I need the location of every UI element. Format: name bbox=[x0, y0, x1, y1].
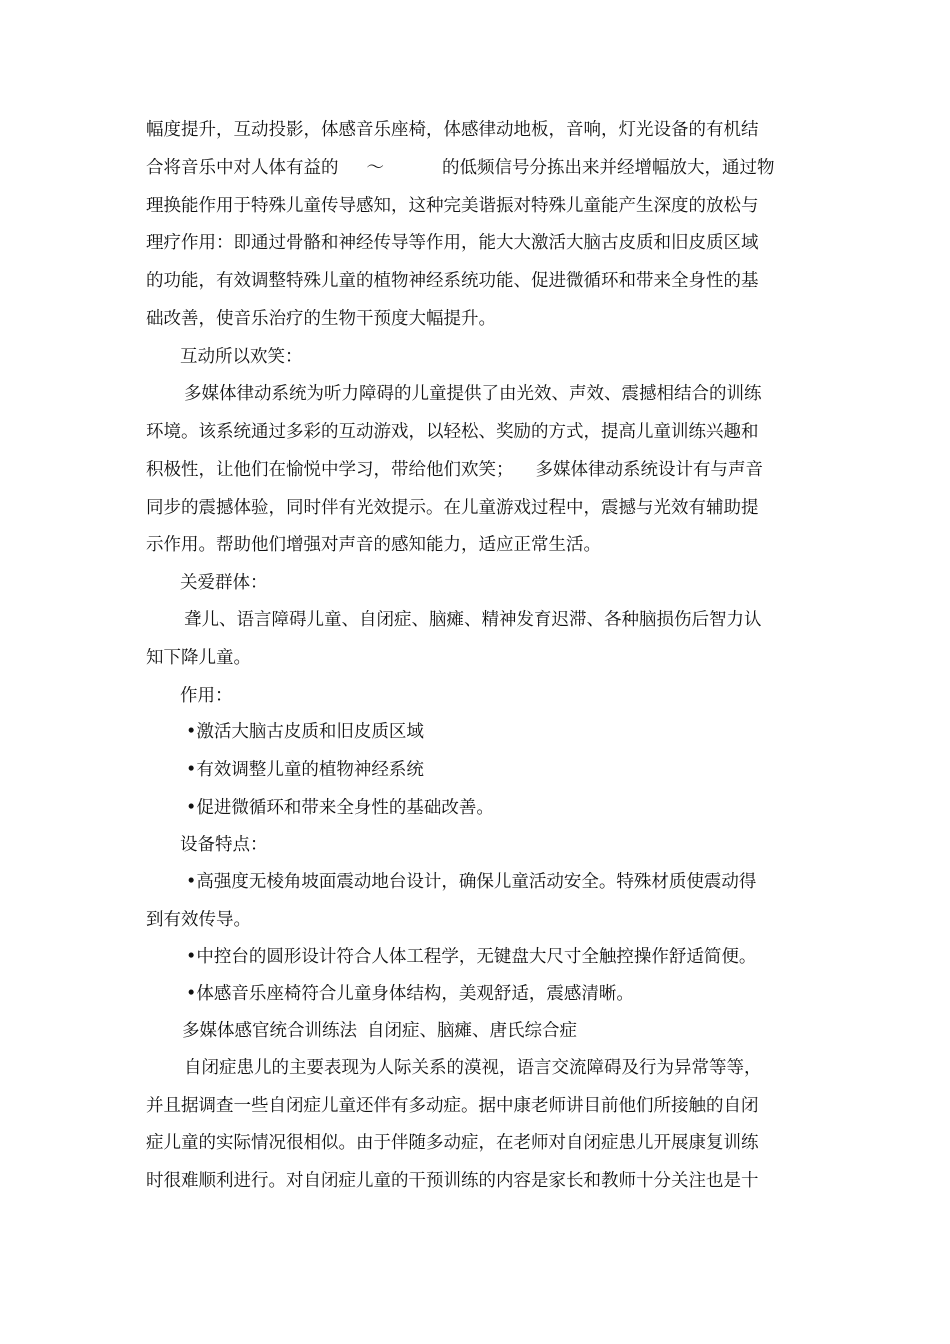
intro-line-5: 的功能，有效调整特殊儿童的植物神经系统功能、促进微循环和带来全身性的基 bbox=[146, 271, 759, 291]
autism-heading-method: 多媒体感官统合训练法 bbox=[182, 1021, 357, 1041]
care-heading: 关爱群体： bbox=[180, 573, 268, 593]
intro-line-2 bbox=[146, 156, 775, 180]
feature-1-line-1: •高强度无棱角坡面震动地台设计，确保儿童活动安全。特殊材质使震动得 bbox=[186, 872, 757, 892]
care-line-1: 聋儿、语言障碍儿童、自闭症、脑瘫、精神发育迟滞、各种脑损伤后智力认 bbox=[184, 610, 762, 630]
intro-line-2-part-b: 的低频信号分拣出来并经增幅放大，通过物 bbox=[442, 158, 775, 178]
effects-heading: 作用： bbox=[180, 686, 233, 706]
intro-line-1: 幅度提升，互动投影，体感音乐座椅，体感律动地板，音响，灯光设备的有机结 bbox=[146, 120, 759, 140]
autism-heading-conditions: 自闭症、脑瘫、唐氏综合症 bbox=[367, 1021, 577, 1041]
intro-line-6: 础改善，使音乐治疗的生物干预度大幅提升。 bbox=[146, 309, 496, 329]
range-tilde: ～ bbox=[366, 158, 384, 178]
interaction-line-5: 示作用。帮助他们增强对声音的感知能力，适应正常生活。 bbox=[146, 535, 601, 555]
effects-item: •有效调整儿童的植物神经系统 bbox=[186, 760, 424, 780]
features-heading: 设备特点： bbox=[180, 835, 268, 855]
feature-2: •中控台的圆形设计符合人体工程学，无键盘大尺寸全触控操作舒适简便。 bbox=[186, 947, 757, 967]
interaction-line-3-part-a: 积极性，让他们在愉悦中学习，带给他们欢笑； bbox=[146, 460, 514, 480]
intro-line-2-part-a: 合将音乐中对人体有益的 bbox=[146, 158, 339, 178]
interaction-heading: 互动所以欢笑： bbox=[180, 347, 303, 367]
autism-line-4: 时很难顺利进行。对自闭症儿童的干预训练的内容是家长和教师十分关注也是十 bbox=[146, 1171, 759, 1191]
interaction-line-3 bbox=[146, 458, 763, 482]
autism-line-3: 症儿童的实际情况很相似。由于伴随多动症，在老师对自闭症患儿开展康复训练 bbox=[146, 1133, 759, 1153]
intro-line-3: 理换能作用于特殊儿童传导感知，这种完美谐振对特殊儿童能产生深度的放松与 bbox=[146, 196, 759, 216]
feature-1-line-2: 到有效传导。 bbox=[146, 910, 251, 930]
autism-line-1: 自闭症患儿的主要表现为人际关系的漠视，语言交流障碍及行为异常等等， bbox=[184, 1058, 762, 1078]
interaction-line-3-part-b: 多媒体律动系统设计有与声音 bbox=[535, 460, 763, 480]
care-line-2: 知下降儿童。 bbox=[146, 648, 251, 668]
intro-line-4: 理疗作用：即通过骨骼和神经传导等作用，能大大激活大脑古皮质和旧皮质区域 bbox=[146, 233, 759, 253]
interaction-line-1: 多媒体律动系统为听力障碍的儿童提供了由光效、声效、震撼相结合的训练 bbox=[184, 384, 762, 404]
autism-line-2: 并且据调查一些自闭症儿童还伴有多动症。据中康老师讲目前他们所接触的自闭 bbox=[146, 1096, 759, 1116]
effects-item: •激活大脑古皮质和旧皮质区域 bbox=[186, 722, 424, 742]
effects-item: •促进微循环和带来全身性的基础改善。 bbox=[186, 798, 494, 818]
interaction-line-4: 同步的震撼体验，同时伴有光效提示。在儿童游戏过程中，震撼与光效有辅助提 bbox=[146, 498, 759, 518]
feature-3: •体感音乐座椅符合儿童身体结构，美观舒适，震感清晰。 bbox=[186, 984, 634, 1004]
interaction-line-2: 环境。该系统通过多彩的互动游戏，以轻松、奖励的方式，提高儿童训练兴趣和 bbox=[146, 422, 759, 442]
autism-heading bbox=[182, 1019, 577, 1043]
